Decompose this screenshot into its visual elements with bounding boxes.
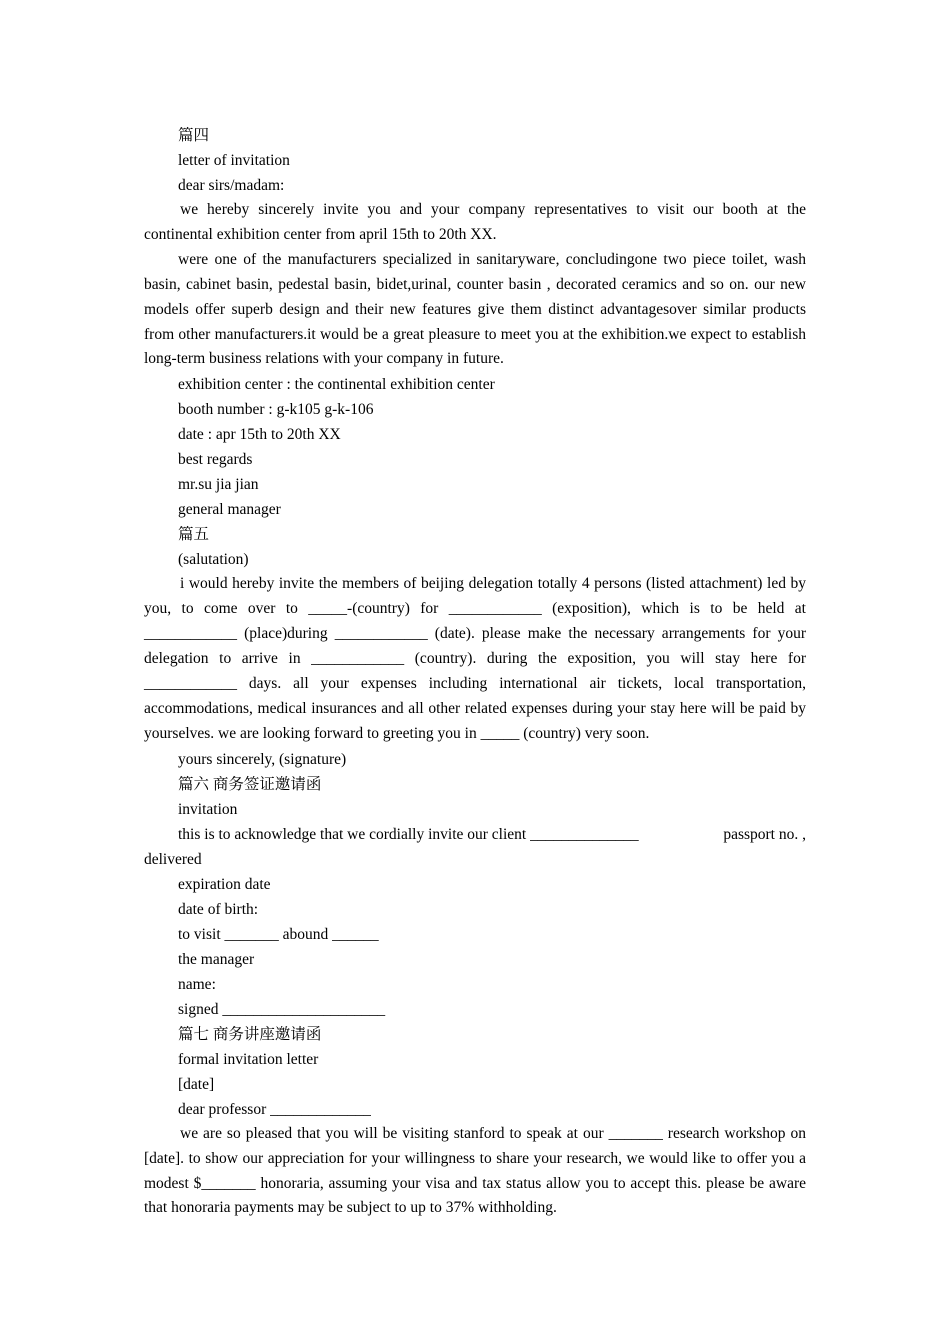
salutation: dear sirs/madam: bbox=[178, 177, 285, 194]
acknowledge-line bbox=[144, 822, 806, 847]
date-of-birth-line: date of birth: bbox=[178, 900, 259, 918]
salutation: dear professor _____________ bbox=[178, 1100, 371, 1118]
closing: yours sincerely, (signature) bbox=[178, 750, 347, 768]
expiration-date-line: expiration date bbox=[178, 875, 271, 893]
signer-title: general manager bbox=[178, 501, 281, 519]
letter-title: formal invitation letter bbox=[178, 1050, 319, 1068]
section-heading-5: 篇五 bbox=[178, 526, 210, 544]
booth-number-line: booth number : g-k105 g-k-106 bbox=[178, 401, 374, 419]
date-line: date : apr 15th to 20th XX bbox=[178, 426, 341, 444]
name-line: name: bbox=[178, 975, 216, 993]
signed-line: signed _____________________ bbox=[178, 1000, 386, 1018]
letter-title: letter of invitation bbox=[178, 152, 290, 169]
body-paragraph: we hereby sincerely invite you and your company representatives to visit our booth at the continental exhibition center from april 15th to 20th XX. bbox=[144, 201, 806, 243]
date-line: [date] bbox=[178, 1075, 215, 1093]
letter-title: invitation bbox=[178, 800, 238, 818]
salutation: (salutation) bbox=[178, 551, 249, 569]
section-heading-4: 篇四 bbox=[178, 127, 210, 144]
section-heading-6: 篇六 商务签证邀请函 bbox=[178, 775, 322, 793]
body-paragraph: were one of the manufacturers specialized in sanitaryware, concludingone two piece toilet, wash basin, cabinet basin, pedestal basin, bidet,urinal, counter basin , decorated ceramics and so on. our new models offer superb design and their new features give them distinct advantagesover similar products from other manufacturers.it would be a great pleasure to meet you at the exhibition.we expect to establish long-term business relations with your company in future. bbox=[144, 250, 806, 368]
section-heading-7: 篇七 商务讲座邀请函 bbox=[178, 1025, 322, 1043]
acknowledge-text: this is to acknowledge that we cordially invite our client ______________ bbox=[178, 825, 639, 843]
exhibition-center-line: exhibition center : the continental exhibition center bbox=[178, 376, 495, 394]
signer-name: mr.su jia jian bbox=[178, 476, 259, 494]
visit-line: to visit _______ abound ______ bbox=[178, 925, 379, 943]
closing: best regards bbox=[178, 451, 253, 469]
document-page bbox=[144, 123, 806, 1221]
body-paragraph: we are so pleased that you will be visiting stanford to speak at our _______ research workshop on [date]. to show our appreciation for your willingness to share your research, we would like to offer you a modest $_______ honoraria, assuming your visa and tax status allow you to accept this. please be aware that honoraria payments may be subject to up to 37% withholding. bbox=[144, 1124, 806, 1217]
passport-text: passport no. , bbox=[723, 825, 806, 843]
body-paragraph: i would hereby invite the members of beijing delegation totally 4 persons (listed attachment) led by you, to come over to _____-(country) for ____________ (exposition), which is to be held at ____________ (place)during ____________ (date). please make the necessary arrangements for your delegation to arrive in ____________ (country). during the exposition, you will stay here for ____________ days. all your expenses including international air tickets, local transportation, accommodations, medical insurances and all other related expenses during your stay here will be paid by yourselves. we are looking forward to greeting you in _____ (country) very soon. bbox=[144, 575, 806, 742]
manager-line: the manager bbox=[178, 950, 255, 968]
acknowledge-continuation: delivered bbox=[144, 850, 202, 868]
